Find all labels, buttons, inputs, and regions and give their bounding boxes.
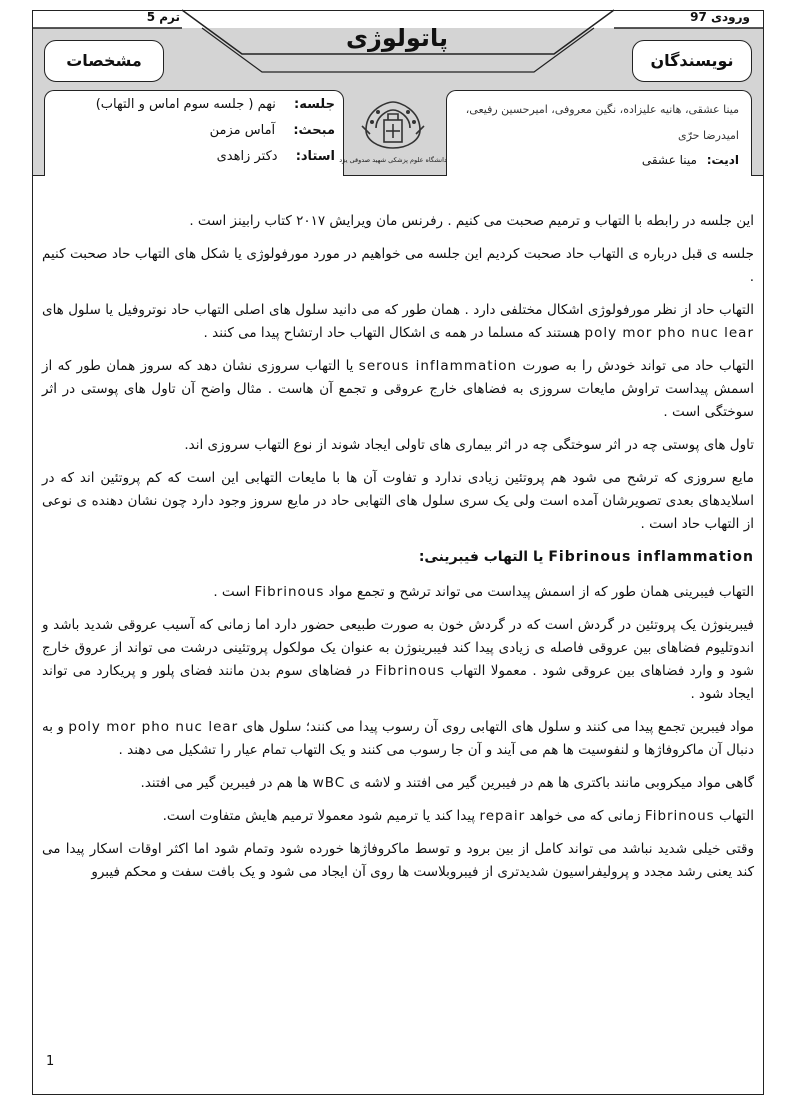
section-heading-persian: یا التهاب فیبرینی:	[418, 549, 544, 565]
document-body	[42, 210, 754, 894]
paragraph-10-english-term: wBC	[312, 775, 346, 791]
section-heading	[42, 546, 754, 569]
authors-line-2: امیدرضا حرّی	[677, 129, 739, 142]
paragraph-11-part-c: پیدا کند یا ترمیم شود معمولا ترمیم هایش متفاوت است.	[162, 808, 476, 824]
section-heading-english: Fibrinous inflammation	[548, 549, 754, 565]
entry-year-label: ورودی 97	[690, 10, 750, 24]
logo-caption: دانشگاه علوم پزشکی شهید صدوقی یزد	[339, 156, 447, 164]
paragraph-11-english-term-1: Fibrinous	[644, 808, 715, 824]
paragraph-4	[42, 355, 754, 424]
paragraph-9-part-a: مواد فیبرین تجمع پیدا می کنند و سلول های التهابی روی آن رسوب پیدا می کنند؛ سلول های	[242, 719, 755, 735]
authors-line-1: مینا عشقی، هانیه علیزاده، نگین معروفی، امیرحسین رفیعی،	[465, 103, 739, 116]
term-label: ترم 5	[146, 10, 180, 24]
professor-row	[217, 149, 335, 164]
paragraph-9-english-term: poly mor pho nuc lear	[68, 719, 239, 735]
paragraph-2: جلسه ی قبل درباره ی التهاب حاد صحبت کردیم این جلسه می خواهیم در مورد مورفولوژی یا شکل های التهاب حاد صحبت کنیم .	[42, 246, 754, 285]
session-label: جلسه:	[294, 97, 335, 112]
editor-value: مینا عشقی	[641, 153, 697, 167]
paragraph-7-english-term: Fibrinous	[254, 584, 325, 600]
paragraph-8-english-term: Fibrinous	[375, 663, 446, 679]
topic-row	[210, 123, 335, 138]
session-row	[96, 97, 335, 112]
paragraph-3-english-term: poly mor pho nuc lear	[584, 325, 754, 341]
paragraph-6: مایع سروزی که ترشح می شود هم پروتئین زیادی ندارد و تفاوت آن ها با مایعات التهابی این است که کم پروتئین اند که در اسلایدهای بعدی تصویرشان آمده است ولی یک سری سلول های التهابی حاد در مایع سروز وجود دارد چون نشان دهنده ی نوعی از التهاب حاد است .	[42, 470, 754, 532]
paragraph-5: تاول های پوستی چه در اثر سوختگی چه در اثر بیماری های تاولی ایجاد شوند از نوع التهاب سروزی اند.	[184, 437, 754, 453]
editor-label: ادیت:	[706, 153, 739, 167]
paragraph-11-part-a: التهاب	[719, 808, 754, 824]
topic-value: آماس مزمن	[209, 123, 276, 138]
paragraph-4-english-term: serous inflammation	[358, 358, 518, 374]
specs-box: مشخصات	[44, 40, 164, 82]
university-logo-icon	[339, 96, 447, 168]
paragraph-10-part-a: گاهی مواد میکروبی مانند باکتری ها هم در فیبرین گیر می افتند و لاشه ی	[349, 775, 754, 791]
paragraph-4-part-b: یا التهاب سروزی نشان دهد که سروز همان طور که از اسمش پیداست تراوش مایعات سروزی به فضاهای خارج عروقی و تجمع آن هاست . مثال واضح آن تاول های پوستی در اثر سوختگی است .	[42, 358, 754, 420]
session-info-box	[44, 90, 344, 176]
paragraph-3-part-a: التهاب حاد از نظر مورفولوژی اشکال مختلفی دارد . همان طور که می دانید سلول های اصلی التهاب حاد نوتروفیل یا سلول های	[42, 302, 754, 318]
page-number: 1	[46, 1054, 55, 1069]
paragraph-8-part-a: فیبرینوژن یک پروتئین در گردش است که در گردش خون به صورت طبیعی حضور دارد اما زمانی که آسیب عروقی شدید باشد و اندوتلیوم فضاهای بین عروقی فاصله ی زیادی پیدا کند فیبرینوژن به عنوان یک مولکول پروتئینی درشت می تواند از عروق خارج شود و وارد فضاهای بین عروقی شود . معمولا التهاب	[42, 617, 755, 679]
authors-list	[453, 97, 739, 149]
paragraph-7-part-b: است .	[213, 584, 251, 600]
paragraph-1: این جلسه در رابطه با التهاب و ترمیم صحبت می کنیم . رفرنس مان ویرایش ۲۰۱۷ کتاب رابینز است .	[189, 213, 754, 229]
paragraph-11-part-b: زمانی که می خواهد	[529, 808, 641, 824]
paragraph-12: وقتی خیلی شدید نباشد می تواند کامل از بین برود و توسط ماکروفاژها خورده شود وتمام شود اما اکثر اوقات اسکار پیدا می کند یعنی رشد مجدد و پرولیفراسیون شدیدتری از فیبروبلاست ها روی آن ایجاد می شود و یک بافت سفت و محکم فیبرو	[42, 841, 754, 880]
authors-info-box	[446, 90, 752, 176]
professor-value: دکتر زاهدی	[216, 149, 278, 164]
page-title: پاتولوژی	[346, 24, 448, 52]
paragraph-8-part-b: در فضاهای سوم بدن مانند فضای پلور و پریکارد می تواند ایجاد شود .	[42, 663, 754, 702]
session-value: نهم ( جلسه سوم اماس و التهاب)	[95, 97, 276, 112]
authors-box: نویسندگان	[632, 40, 752, 82]
paragraph-3	[42, 299, 754, 345]
paragraph-7	[42, 581, 754, 604]
paragraph-9-part-b: و به دنبال آن ماکروفاژها و لنفوسیت ها هم می آیند و آن جا رسوب می کنند و یک التهاب تمام عیار را تشکیل می دهند .	[42, 719, 754, 758]
paragraph-10-part-b: ها هم در فیبرین گیر می افتند.	[140, 775, 309, 791]
paragraph-3-part-b: هستند که مسلما در همه ی اشکال التهاب حاد ارتشاح پیدا می کنند .	[203, 325, 581, 341]
paragraph-11-english-term-2: repair	[479, 808, 526, 824]
editor-row	[642, 153, 739, 167]
professor-label: استاد:	[295, 149, 335, 164]
paragraph-9	[42, 716, 754, 762]
paragraph-8	[42, 614, 754, 706]
paragraph-7-part-a: التهاب فیبرینی همان طور که از اسمش پیداست می تواند ترشح و تجمع مواد	[328, 584, 754, 600]
paragraph-11	[42, 805, 754, 828]
paragraph-4-part-a: التهاب حاد می تواند خودش را به صورت	[522, 358, 754, 374]
topic-label: مبحث:	[293, 123, 335, 138]
paragraph-10	[42, 772, 754, 795]
